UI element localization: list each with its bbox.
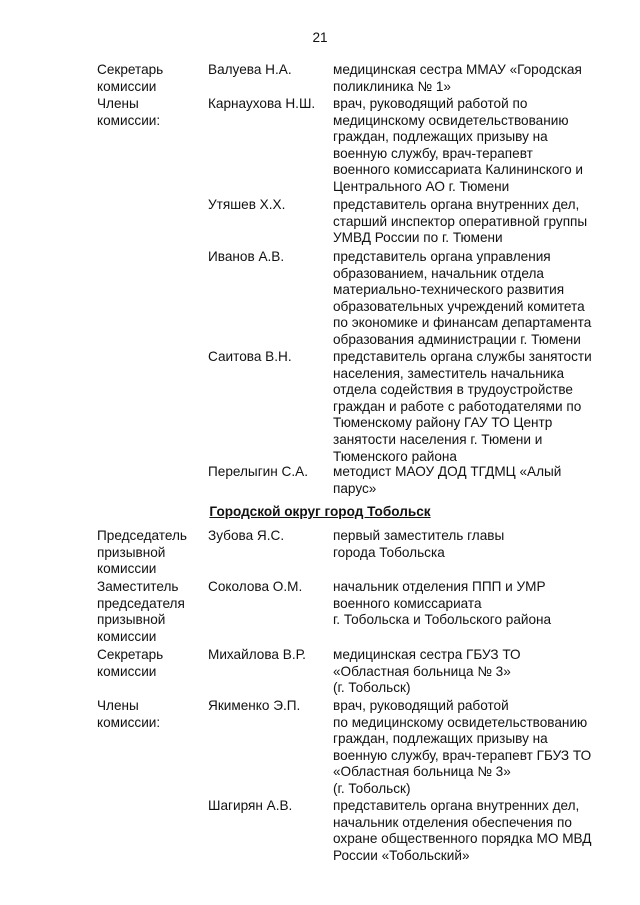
row-name: Зубова Я.С.	[208, 528, 285, 543]
row-description: представитель органа внутренних дел, начальник отделения обеспечения по охране общественного порядка МО МВД России «Тобольский»	[333, 798, 592, 863]
row-description: медицинская сестра ГБУЗ ТО «Областная больница № 3» (г. Тобольск)	[333, 647, 521, 696]
row-name: Якименко Э.П.	[208, 698, 301, 713]
row-name: Михайлова В.Р.	[208, 647, 306, 662]
row-description: методист МАОУ ДОД ТГДМЦ «Алый парус»	[333, 464, 562, 496]
row-name: Перелыгин С.А.	[208, 464, 308, 479]
row-role: Члены комиссии:	[97, 96, 161, 128]
row-name: Соколова О.М.	[208, 579, 303, 594]
row-name: Карнаухова Н.Ш.	[208, 96, 316, 111]
row-role: Секретарь комиссии	[97, 62, 164, 94]
row-description: врач, руководящий работой по медицинскому освидетельствованию граждан, подлежащих призыву на военную службу, врач-терапевт ГБУЗ ТО «Областная больница № 3» (г. Тобольск)	[333, 698, 592, 796]
row-name: Иванов А.В.	[208, 249, 285, 264]
row-description: первый заместитель главы города Тобольска	[333, 528, 505, 560]
row-description: представитель органа внутренних дел, старший инспектор оперативной группы УМВД России по г. Тюмени	[333, 197, 588, 246]
row-role: Секретарь комиссии	[97, 647, 164, 679]
page-number: 21	[312, 30, 328, 45]
row-name: Шагирян А.В.	[208, 798, 293, 813]
row-description: представитель органа управления образованием, начальник отдела материально-технического развития образовательных учреждений комитета по экономике и финансам департамента образования администрации г. Тюмени	[333, 249, 592, 347]
row-role: Члены комиссии:	[97, 698, 161, 730]
row-name: Утяшев Х.Х.	[208, 197, 286, 212]
row-name: Саитова В.Н.	[208, 349, 292, 364]
row-role: Председатель призывной комиссии	[97, 528, 187, 577]
row-name: Валуева Н.А.	[208, 62, 292, 77]
row-description: врач, руководящий работой по медицинскому освидетельствованию граждан, подлежащих призыву на военную службу, врач-терапевт военного комиссариата Калининского и Центрального АО г. Тюмени	[333, 96, 583, 194]
row-description: представитель органа службы занятости населения, заместитель начальника отдела содействия в трудоустройстве граждан и работе с работодателями по Тюменскому району ГАУ ТО Центр занятости населения г. Тюмени и Тюменского района	[333, 349, 592, 464]
section-heading: Городской округ город Тобольск	[209, 504, 431, 519]
row-description: медицинская сестра ММАУ «Городская поликлиника № 1»	[333, 62, 582, 94]
row-description: начальник отделения ППП и УМР военного комиссариата г. Тобольска и Тобольского района	[333, 579, 552, 628]
row-role: Заместитель председателя призывной комиссии	[97, 579, 185, 644]
